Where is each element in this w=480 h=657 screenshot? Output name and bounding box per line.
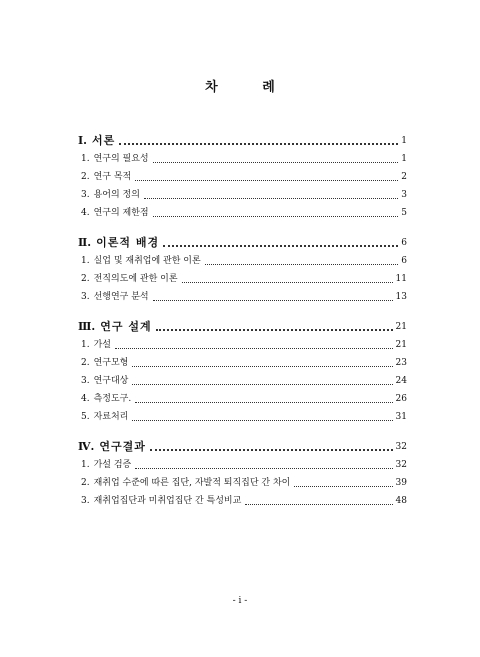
dot-leader [144, 198, 398, 199]
page-number: 32 [395, 460, 407, 470]
entry-title: 가설 검증 [93, 460, 132, 470]
entry-number: 2. [81, 172, 90, 182]
toc-entry[interactable] [78, 202, 407, 220]
dot-leader [135, 180, 398, 181]
page-number: 32 [395, 442, 407, 452]
dot-leader [132, 366, 392, 367]
dot-leader [132, 420, 392, 421]
entry-title: 재취업 수준에 따른 집단, 자발적 퇴직집단 간 차이 [93, 478, 291, 488]
page-number: 39 [395, 478, 407, 488]
toc-entry[interactable] [78, 388, 407, 406]
dot-leader [153, 162, 399, 163]
page-number: 6 [401, 238, 407, 248]
entry-number: 3. [81, 292, 90, 302]
entry-title: 용어의 정의 [93, 190, 140, 200]
page-number: 5 [401, 208, 407, 218]
entry-number: 3. [81, 496, 90, 506]
section-title: 서론 [91, 134, 116, 147]
entry-number: 1. [81, 460, 90, 470]
entry-number: 1. [81, 340, 90, 350]
page-footer-number: - i - [232, 596, 248, 606]
page-number: 24 [395, 376, 407, 386]
entry-title: 재취업집단과 미취업집단 간 특성비교 [93, 496, 242, 506]
dot-leader [163, 245, 398, 247]
toc-entry[interactable] [78, 406, 407, 424]
dot-leader [156, 329, 393, 331]
toc-section-3[interactable] [78, 316, 407, 334]
dot-leader [135, 468, 392, 469]
section-number: Ⅲ. [78, 320, 96, 333]
page-number: 48 [395, 496, 407, 506]
page-number: 26 [395, 394, 407, 404]
dot-leader [119, 143, 398, 145]
section-title: 이론적 배경 [96, 236, 160, 249]
dot-leader [182, 282, 393, 283]
toc-entry[interactable] [78, 454, 407, 472]
toc-entry[interactable] [78, 472, 407, 490]
dot-leader [205, 264, 399, 265]
page-number: 11 [395, 274, 407, 284]
page-number: 2 [401, 172, 407, 182]
section-number: Ⅳ. [78, 440, 95, 453]
dot-leader [150, 449, 393, 451]
page-number: 3 [401, 190, 407, 200]
entry-title: 자료처리 [93, 412, 129, 422]
page-number: 1 [401, 154, 407, 164]
entry-number: 2. [81, 478, 90, 488]
entry-number: 2. [81, 274, 90, 284]
entry-number: 4. [81, 208, 90, 218]
entry-title: 연구모형 [93, 358, 129, 368]
toc-entry[interactable] [78, 334, 407, 352]
section-number: Ⅰ. [78, 134, 87, 147]
toc-entry[interactable] [78, 352, 407, 370]
dot-leader [153, 300, 393, 301]
entry-title: 실업 및 재취업에 관한 이론 [93, 256, 201, 266]
entry-number: 4. [81, 394, 90, 404]
section-number: Ⅱ. [78, 236, 92, 249]
toc-entry[interactable] [78, 268, 407, 286]
dot-leader [245, 504, 392, 505]
page-number: 23 [395, 358, 407, 368]
entry-title: 선행연구 분석 [93, 292, 149, 302]
entry-number: 1. [81, 256, 90, 266]
page-number: 6 [401, 256, 407, 266]
entry-title: 연구대상 [93, 376, 129, 386]
entry-title: 연구의 필요성 [93, 154, 149, 164]
entry-title: 연구의 제한점 [93, 208, 149, 218]
page-number: 13 [395, 292, 407, 302]
toc-entry[interactable] [78, 490, 407, 508]
section-title: 연구결과 [99, 440, 146, 453]
toc-section-4[interactable] [78, 436, 407, 454]
page-number: 31 [395, 412, 407, 422]
entry-title: 전직의도에 관한 이론 [93, 274, 178, 284]
dot-leader [132, 384, 392, 385]
entry-title: 측정도구. [93, 394, 132, 404]
toc-title: 차 례 [205, 80, 295, 95]
page-number: 21 [395, 340, 407, 350]
toc-entry[interactable] [78, 184, 407, 202]
entry-title: 가설 [93, 340, 111, 350]
toc-section-1[interactable] [78, 130, 407, 148]
dot-leader [294, 486, 392, 487]
entry-number: 2. [81, 358, 90, 368]
section-title: 연구 설계 [100, 320, 152, 333]
page-number: 1 [401, 136, 407, 146]
entry-number: 3. [81, 190, 90, 200]
toc-entry[interactable] [78, 148, 407, 166]
entry-number: 1. [81, 154, 90, 164]
toc-entry[interactable] [78, 370, 407, 388]
dot-leader [153, 216, 399, 217]
entry-title: 연구 목적 [93, 172, 132, 182]
toc-entry[interactable] [78, 166, 407, 184]
toc-section-2[interactable] [78, 232, 407, 250]
table-of-contents [78, 130, 407, 508]
dot-leader [135, 402, 392, 403]
entry-number: 3. [81, 376, 90, 386]
toc-entry[interactable] [78, 286, 407, 304]
toc-entry[interactable] [78, 250, 407, 268]
dot-leader [115, 348, 393, 349]
entry-number: 5. [81, 412, 90, 422]
page-number: 21 [395, 322, 407, 332]
